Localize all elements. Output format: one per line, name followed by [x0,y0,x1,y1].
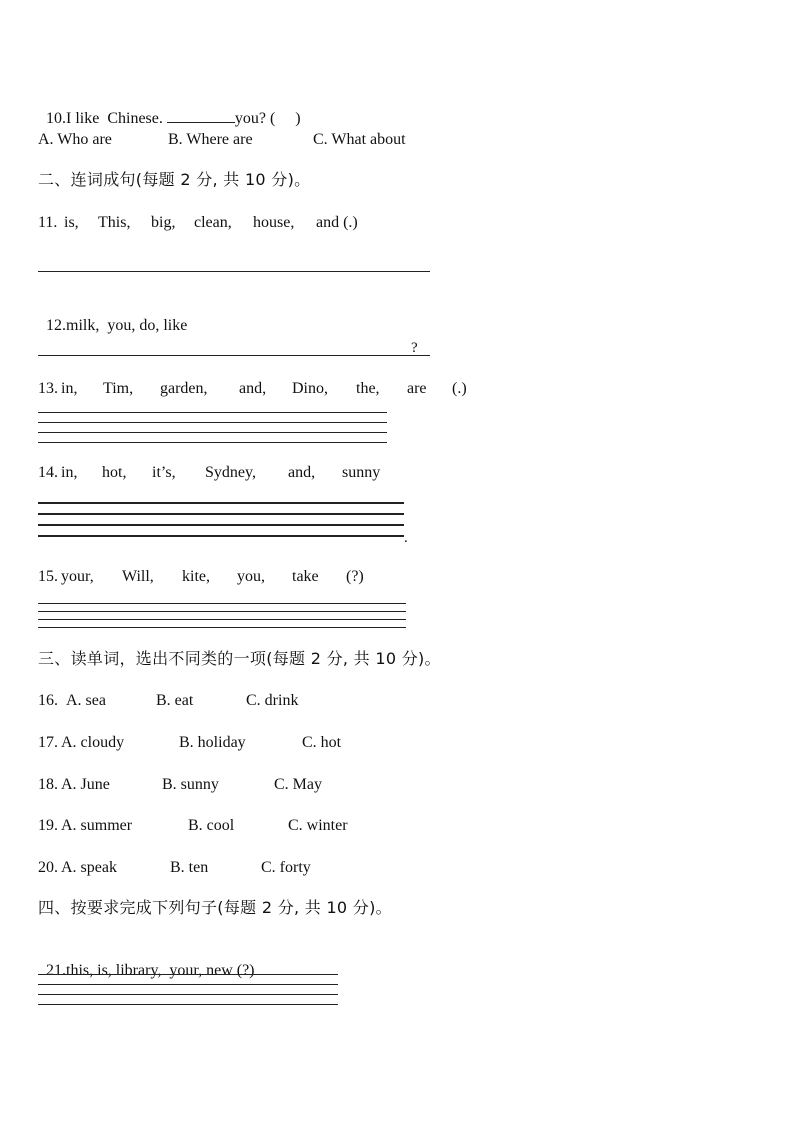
question-number: 18. [38,776,58,793]
question-number: 16. [38,692,58,709]
answer-line[interactable] [38,619,406,620]
question-number: 21. [46,962,66,979]
word: and, [288,464,316,481]
word: Tim, [103,380,134,397]
question-number: 13. [38,380,58,397]
answer-line[interactable] [38,271,430,272]
answer-line[interactable] [38,422,387,423]
word: Sydney, [205,464,256,481]
word: the, [356,380,380,397]
section-heading: 四、按要求完成下列句子(每题 2 分, 共 10 分)。 [38,898,392,917]
word: in, [61,380,78,397]
word: and (.) [316,214,358,231]
word: in, [61,464,78,481]
answer-line[interactable] [38,513,404,515]
answer-line[interactable] [38,627,406,628]
answer-line[interactable] [38,603,406,604]
question-number: 10. [46,110,66,127]
question-10 [38,88,301,129]
answer-line[interactable] [38,524,404,526]
word: sunny [342,464,381,481]
end-mark: ? [411,340,418,356]
answer-line[interactable] [38,442,387,443]
word: garden, [160,380,208,397]
question-number: 20. [38,859,58,876]
word: This, [98,214,131,231]
word: your, [61,568,94,585]
option-a[interactable]: A. June [61,776,110,793]
answer-line[interactable] [38,502,404,504]
answer-line[interactable] [38,994,338,995]
question-number: 12. [46,317,66,334]
question-number: 14. [38,464,58,481]
word: you, [237,568,265,585]
option-c[interactable]: C. What about [313,131,406,148]
option-b[interactable]: B. sunny [162,776,219,793]
answer-line[interactable] [38,535,404,537]
question-number: 15. [38,568,58,585]
word: clean, [194,214,232,231]
word: Dino, [292,380,328,397]
option-b[interactable]: B. cool [188,817,235,834]
option-c[interactable]: C. winter [288,817,348,834]
word: (.) [452,380,467,397]
option-c[interactable]: C. May [274,776,322,793]
answer-line[interactable] [38,432,387,433]
word: kite, [182,568,210,585]
question-number: 19. [38,817,58,834]
word: it’s, [152,464,176,481]
option-a[interactable]: A. sea [66,692,106,709]
question-text-end: you? ( ) [234,110,301,127]
question-text: I like Chinese. [66,110,167,127]
question-21 [38,941,255,981]
question-number: 17. [38,734,58,751]
question-words: milk, you, do, like [66,317,188,334]
answer-line[interactable] [38,611,406,612]
end-mark: . [404,530,408,546]
word: Will, [122,568,154,585]
option-c[interactable]: C. forty [261,859,311,876]
answer-line[interactable] [38,974,338,975]
option-a[interactable]: A. summer [61,817,133,834]
section-heading: 二、连词成句(每题 2 分, 共 10 分)。 [38,170,311,189]
option-a[interactable]: A. Who are [38,131,112,148]
answer-line[interactable] [38,355,430,356]
word: big, [151,214,176,231]
word: and, [239,380,267,397]
option-c[interactable]: C. hot [302,734,342,751]
word: hot, [102,464,127,481]
word: (?) [346,568,364,585]
option-a[interactable]: A. cloudy [61,734,125,751]
option-c[interactable]: C. drink [246,692,299,709]
word: is, [64,214,79,231]
question-words: this, is, library, your, new (?) [66,962,255,979]
option-b[interactable]: B. eat [156,692,194,709]
question-number: 11. [38,214,58,231]
word: house, [253,214,295,231]
option-b[interactable]: B. holiday [179,734,246,751]
answer-blank[interactable] [167,108,235,123]
option-b[interactable]: B. Where are [168,131,253,148]
option-a[interactable]: A. speak [61,859,117,876]
answer-line[interactable] [38,984,338,985]
option-b[interactable]: B. ten [170,859,209,876]
question-12 [38,296,187,336]
answer-line[interactable] [38,1004,338,1005]
word: take [292,568,319,585]
answer-line[interactable] [38,412,387,413]
word: are [407,380,427,397]
section-heading: 三、读单词，选出不同类的一项(每题 2 分, 共 10 分)。 [38,649,441,668]
